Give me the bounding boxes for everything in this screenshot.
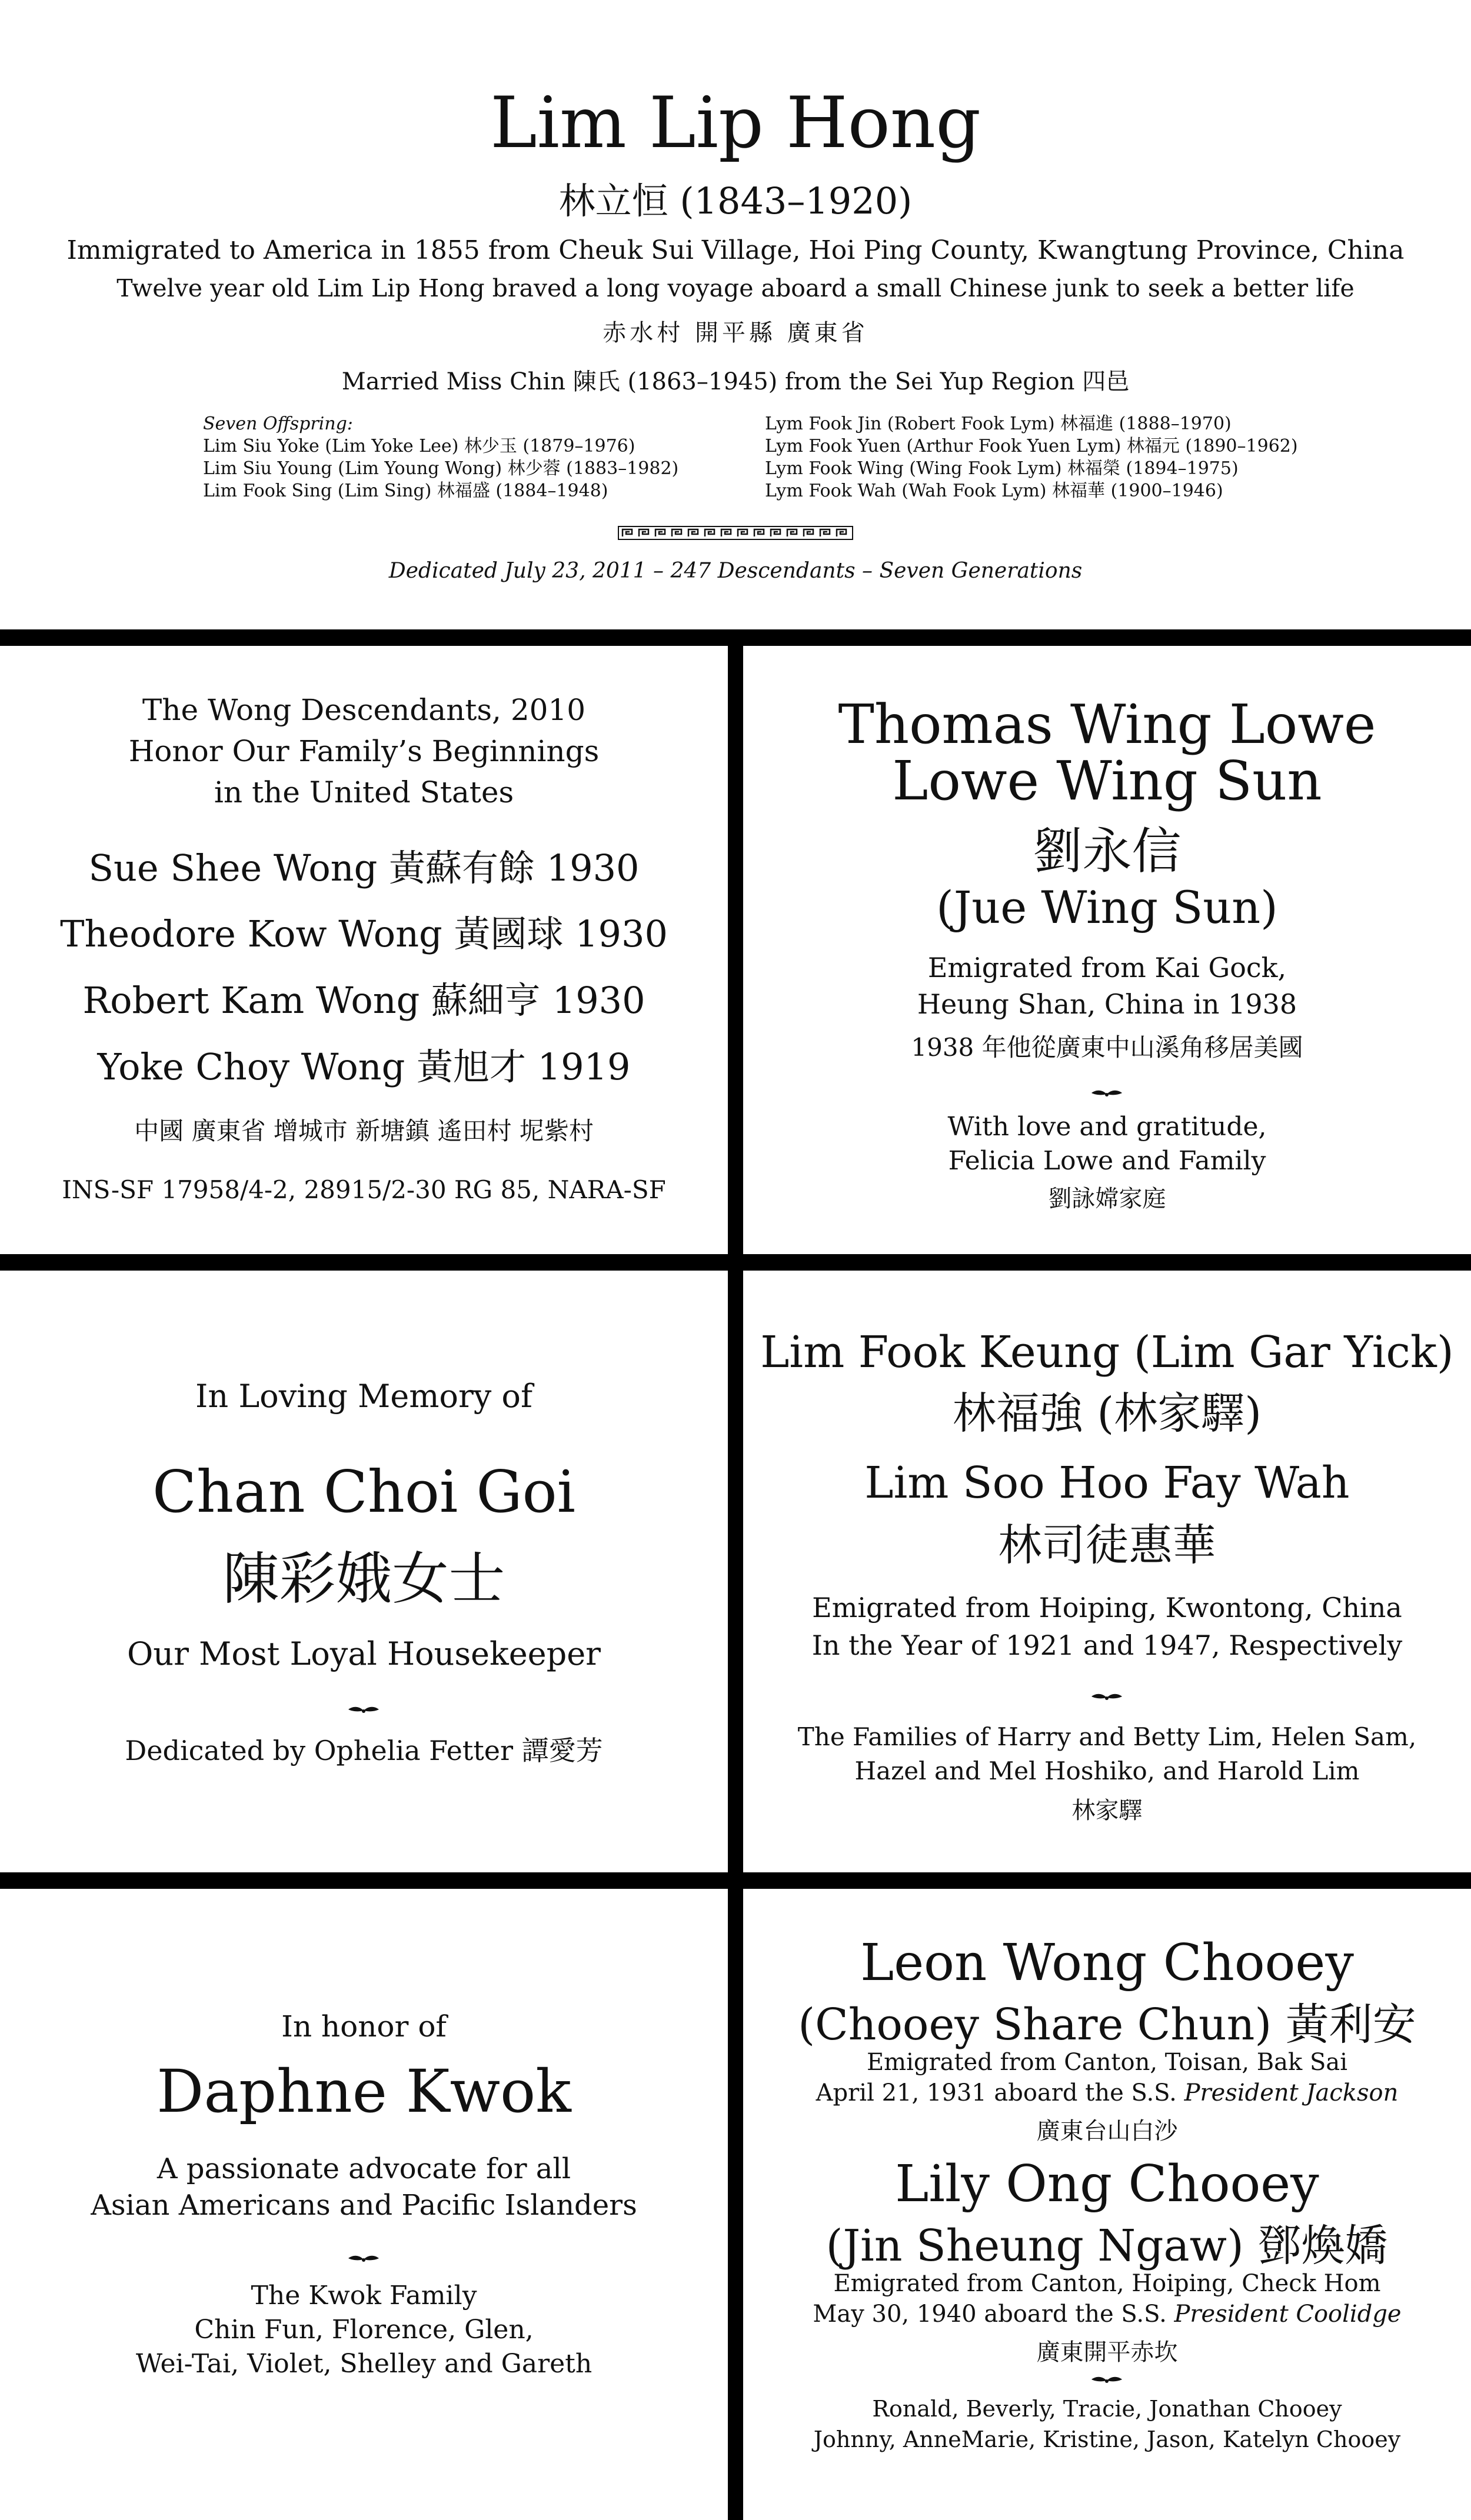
fret-border-ornament xyxy=(618,526,853,540)
honoree-chinese-name: 陳彩娥女士 xyxy=(222,1546,505,1612)
leaf-ornament xyxy=(346,1705,381,1716)
honoree-alt-name: (Jue Wing Sun) xyxy=(936,881,1278,934)
immigration-line: Immigrated to America in 1855 from Cheuk Sui Village, Hoi Ping County, Kwangtung Province, China xyxy=(66,235,1405,265)
honoree-description: Asian Americans and Pacific Islanders xyxy=(91,2189,637,2222)
offspring-item: Lym Fook Wah (Wah Fook Lym) 林福華 (1900–1946) xyxy=(765,481,1223,501)
chooey-panel xyxy=(743,1889,1471,2520)
dedication-line: Hazel and Mel Hoshiko, and Harold Lim xyxy=(854,1756,1360,1785)
honoree-name: Thomas Wing Lowe xyxy=(838,693,1376,756)
ship-name: President Jackson xyxy=(1184,2079,1399,2106)
dedication-line: Dedicated July 23, 2011 – 247 Descendants – Seven Generations xyxy=(388,559,1083,583)
offspring-right-list xyxy=(765,413,1298,502)
dedication-line: With love and gratitude, xyxy=(947,1112,1267,1142)
family-line: Wei-Tai, Violet, Shelley and Gareth xyxy=(135,2349,593,2379)
honoree-chinese-name: 劉永信 xyxy=(1033,822,1182,880)
offspring-item: Lym Fook Yuen (Arthur Fook Yuen Lym) 林福元 (1890–1962) xyxy=(765,436,1298,456)
wong-descendants-panel xyxy=(0,646,728,1254)
chinese-place-line: 赤水村 開平縣 廣東省 xyxy=(603,319,868,346)
dedication-chinese-line: 劉詠嫦家庭 xyxy=(1048,1185,1166,1212)
honoree-alt-name: (Chooey Share Chun) 黃利安 xyxy=(798,1999,1416,2050)
emigration-line: Emigrated from Canton, Toisan, Bak Sai xyxy=(866,2049,1348,2076)
panel-heading: The Wong Descendants, 2010 xyxy=(142,693,586,727)
offspring-item: Lim Siu Young (Lim Young Wong) 林少蓉 (1883–1982) xyxy=(203,458,679,479)
honoree-name: Sue Shee Wong 黃蘇有餘 1930 xyxy=(88,846,640,889)
honoree-name: Chan Choi Goi xyxy=(152,1459,576,1526)
lim-lip-hong-plaque xyxy=(0,0,1471,629)
honoree-name: Yoke Choy Wong 黃旭才 1919 xyxy=(97,1045,631,1088)
emigration-line: Emigrated from Kai Gock, xyxy=(927,952,1287,984)
panel-heading: In Loving Memory of xyxy=(195,1378,533,1415)
honoree-name: Lily Ong Chooey xyxy=(895,2155,1319,2214)
divider-vertical xyxy=(728,629,743,2520)
offspring-title: Seven Offspring: xyxy=(203,414,353,434)
emigration-chinese-line: 廣東開平赤坎 xyxy=(1036,2339,1178,2366)
offspring-item: Lim Fook Sing (Lim Sing) 林福盛 (1884–1948) xyxy=(203,481,608,501)
emigration-date: April 21, 1931 aboard the S.S. xyxy=(816,2079,1184,2106)
ship-name: President Coolidge xyxy=(1174,2301,1402,2328)
honoree-name: Leon Wong Chooey xyxy=(860,1934,1354,1992)
offspring-item: Lym Fook Jin (Robert Fook Lym) 林福進 (1888–1970) xyxy=(765,414,1232,434)
plaque-chinese-years: 林立恒 (1843–1920) xyxy=(558,179,913,222)
marriage-line: Married Miss Chin 陳氏 (1863–1945) from the Sei Yup Region 四邑 xyxy=(341,368,1130,395)
honoree-name: Lim Fook Keung (Lim Gar Yick) xyxy=(760,1327,1454,1378)
honoree-name: Theodore Kow Wong 黃國球 1930 xyxy=(60,912,668,955)
chan-choi-goi-panel xyxy=(0,1271,728,1872)
honoree-name: Lowe Wing Sun xyxy=(892,749,1322,812)
dedication-line: The Families of Harry and Betty Lim, Helen Sam, xyxy=(797,1722,1417,1751)
plaque-name: Lim Lip Hong xyxy=(490,82,981,164)
panel-heading: In honor of xyxy=(281,2009,447,2044)
emigration-chinese-line: 廣東台山白沙 xyxy=(1036,2118,1178,2145)
emigration-line: Emigrated from Canton, Hoiping, Check Hom xyxy=(833,2270,1381,2297)
emigration-line: Emigrated from Hoiping, Kwontong, China xyxy=(812,1592,1402,1624)
honoree-alt-name: (Jin Sheung Ngaw) 鄧煥嬌 xyxy=(826,2221,1389,2271)
dedication-line: Felicia Lowe and Family xyxy=(948,1146,1266,1176)
emigration-line xyxy=(743,2079,1471,2106)
panel-heading: Honor Our Family’s Beginnings xyxy=(128,734,600,768)
dedication-chinese-line: 林家驛 xyxy=(1071,1797,1143,1824)
leaf-ornament xyxy=(1089,1692,1124,1704)
leaf-ornament xyxy=(346,2254,381,2265)
emigration-line: In the Year of 1921 and 1947, Respectively xyxy=(811,1629,1403,1661)
offspring-left-list xyxy=(203,413,678,502)
honoree-name: Robert Kam Wong 蘇細亨 1930 xyxy=(82,979,645,1022)
dedication-line: Dedicated by Ophelia Fetter 譚愛芳 xyxy=(125,1735,603,1766)
honoree-chinese-name: 林司徒惠華 xyxy=(998,1520,1216,1571)
emigration-line xyxy=(743,2301,1471,2328)
thomas-wing-lowe-panel xyxy=(743,646,1471,1254)
offspring-item: Lim Siu Yoke (Lim Yoke Lee) 林少玉 (1879–1976) xyxy=(203,436,635,456)
emigration-date: May 30, 1940 aboard the S.S. xyxy=(813,2301,1174,2328)
honoree-name: Daphne Kwok xyxy=(157,2057,571,2126)
family-line: Ronald, Beverly, Tracie, Jonathan Chooey xyxy=(872,2396,1342,2422)
honoree-chinese-name: 林福強 (林家驛) xyxy=(952,1388,1262,1439)
archive-reference: INS-SF 17958/4-2, 28915/2-30 RG 85, NARA-SF xyxy=(62,1175,666,1204)
honoree-description: A passionate advocate for all xyxy=(157,2152,571,2185)
honoree-name: Lim Soo Hoo Fay Wah xyxy=(864,1458,1350,1508)
panel-heading: in the United States xyxy=(214,775,514,809)
family-line: Johnny, AnneMarie, Kristine, Jason, Katelyn Chooey xyxy=(813,2426,1401,2452)
leaf-ornament xyxy=(1089,2375,1124,2386)
lim-fook-keung-panel xyxy=(743,1271,1471,1872)
chinese-village-line: 中國 廣東省 增城市 新塘鎮 遙田村 坭紫村 xyxy=(134,1116,594,1145)
daphne-kwok-panel xyxy=(0,1889,728,2520)
voyage-line: Twelve year old Lim Lip Hong braved a long voyage aboard a small Chinese junk to seek a better life xyxy=(117,274,1354,302)
honoree-description: Our Most Loyal Housekeeper xyxy=(127,1635,601,1672)
offspring-item: Lym Fook Wing (Wing Fook Lym) 林福榮 (1894–1975) xyxy=(765,458,1239,479)
emigration-line: Heung Shan, China in 1938 xyxy=(917,988,1297,1020)
leaf-ornament xyxy=(1089,1088,1124,1100)
emigration-chinese-line: 1938 年他從廣東中山溪角移居美國 xyxy=(911,1033,1303,1062)
family-line: Chin Fun, Florence, Glen, xyxy=(194,2315,534,2345)
family-line: The Kwok Family xyxy=(251,2281,477,2311)
